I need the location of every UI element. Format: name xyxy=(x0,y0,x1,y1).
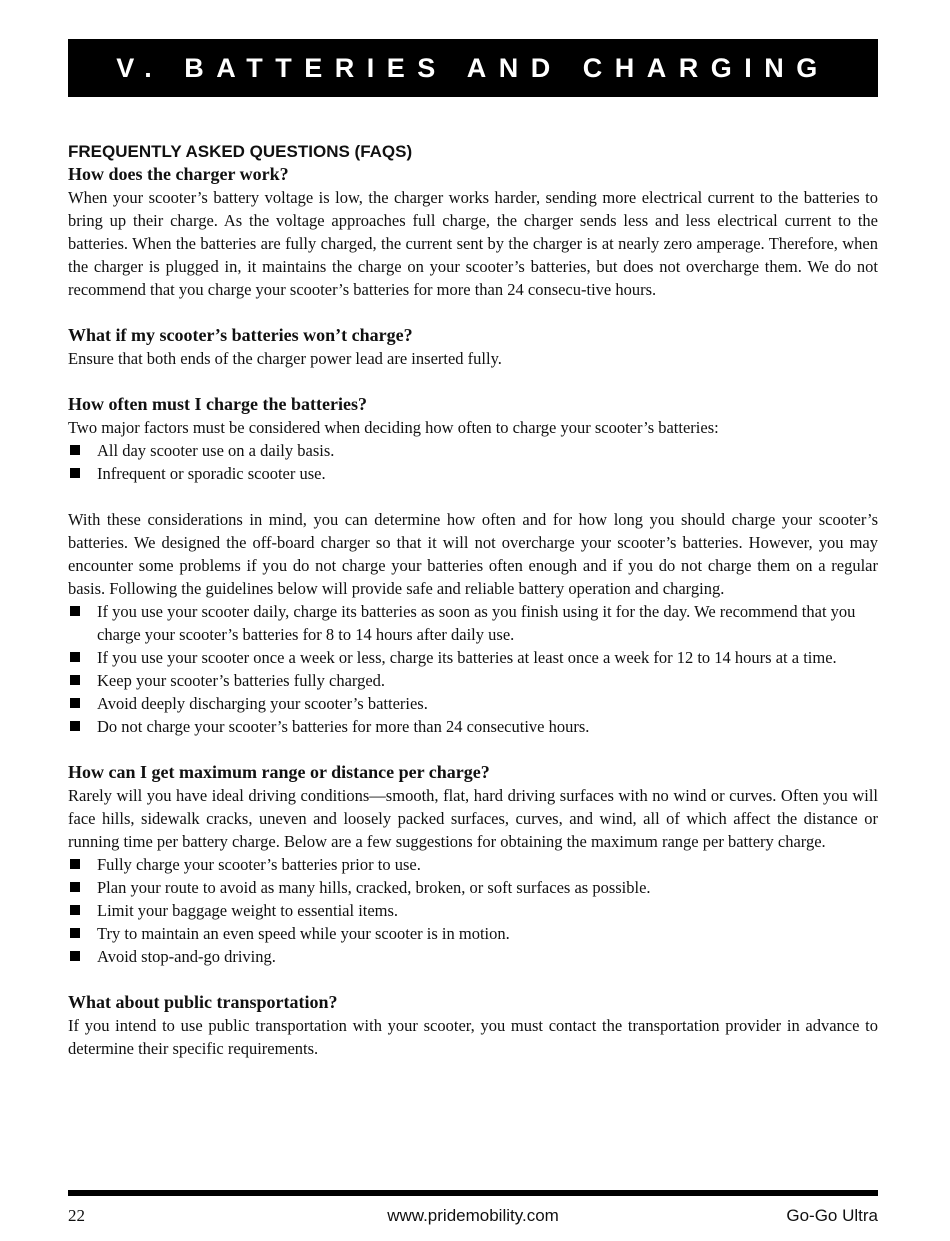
faq-section-public-transport xyxy=(68,991,878,1060)
range-tips-list xyxy=(68,853,878,968)
page-number: 22 xyxy=(68,1206,85,1225)
bullet-square-icon xyxy=(70,859,80,869)
footer-model-name: Go-Go Ultra xyxy=(786,1206,878,1225)
list-item: If you use your scooter once a week or less, charge its batteries at least once a week for 12 to 14 hours at a time. xyxy=(68,646,878,669)
page-footer xyxy=(68,1206,878,1228)
list-item: Limit your baggage weight to essential items. xyxy=(68,899,878,922)
bullet-square-icon xyxy=(70,468,80,478)
bullet-square-icon xyxy=(70,905,80,915)
bullet-square-icon xyxy=(70,882,80,892)
list-item: Avoid stop-and-go driving. xyxy=(68,945,878,968)
faq-answer: When your scooter’s battery voltage is low, the charger works harder, sending more electrical current to the batteries to bring up their charge. As the voltage approaches full charge, the charger sends less and less electrical current to the batteries. When the batteries are fully charged, the current sent by the charger is at nearly zero amperage. Therefore, when the charger is plugged in, it maintains the charge on your scooter’s batteries, but does not overcharge them. We do not recommend that you charge your scooter’s batteries for more than 24 consecu-tive hours. xyxy=(68,188,878,299)
faq-answer: Ensure that both ends of the charger power lead are inserted fully. xyxy=(68,349,502,368)
guideline-list xyxy=(68,600,878,738)
faq-question: How does the charger work? xyxy=(68,164,289,184)
bullet-square-icon xyxy=(70,721,80,731)
faq-answer: If you intend to use public transportation with your scooter, you must contact the transportation provider in advance to determine their specific requirements. xyxy=(68,1016,878,1058)
faq-answer-intro: Two major factors must be considered when deciding how often to charge your scooter’s batteries: xyxy=(68,418,719,437)
faq-section-charger-work xyxy=(68,163,878,301)
list-item: Do not charge your scooter’s batteries for more than 24 consecutive hours. xyxy=(68,715,878,738)
bullet-square-icon xyxy=(70,675,80,685)
list-item: Plan your route to avoid as many hills, cracked, broken, or soft surfaces as possible. xyxy=(68,876,878,899)
list-item: Avoid deeply discharging your scooter’s batteries. xyxy=(68,692,878,715)
bullet-square-icon xyxy=(70,698,80,708)
faq-section-how-often xyxy=(68,393,878,738)
factor-list xyxy=(68,439,878,485)
faq-question: What about public transportation? xyxy=(68,992,338,1012)
list-item: Infrequent or sporadic scooter use. xyxy=(68,462,878,485)
footer-divider xyxy=(68,1190,878,1196)
bullet-square-icon xyxy=(70,951,80,961)
faq-question: What if my scooter’s batteries won’t charge? xyxy=(68,325,413,345)
faq-answer-intro: Rarely will you have ideal driving conditions—smooth, flat, hard driving surfaces with no wind or curves. Often you will face hills, sidewalk cracks, uneven and loosely packed surfaces, curves, and wind, all of which affect the distance or running time per battery charge. Below are a few suggestions for obtaining the maximum range per battery charge. xyxy=(68,786,878,851)
bullet-square-icon xyxy=(70,652,80,662)
faq-heading: FREQUENTLY ASKED QUESTIONS (FAQS) xyxy=(68,142,413,161)
footer-url: www.pridemobility.com xyxy=(387,1206,559,1225)
chapter-title: V. BATTERIES AND CHARGING xyxy=(116,52,830,83)
bullet-square-icon xyxy=(70,445,80,455)
list-item: If you use your scooter daily, charge its batteries as soon as you finish using it for the day. We recommend that you charge your scooter’s batteries for 8 to 14 hours after daily use. xyxy=(68,600,878,646)
faq-question: How often must I charge the batteries? xyxy=(68,394,367,414)
bullet-square-icon xyxy=(70,928,80,938)
bullet-square-icon xyxy=(70,606,80,616)
faq-section-wont-charge xyxy=(68,324,878,370)
faq-section-max-range xyxy=(68,761,878,968)
list-item: Keep your scooter’s batteries fully charged. xyxy=(68,669,878,692)
chapter-banner xyxy=(68,39,878,97)
faq-answer-followup: With these considerations in mind, you can determine how often and for how long you should charge your scooter’s batteries. We designed the off-board charger so that it will not overcharge your scooter’s batteries. However, you may encounter some problems if you do not charge your batteries often enough and if you do not charge them on a regular basis. Following the guidelines below will provide safe and reliable battery operation and charging. xyxy=(68,510,878,598)
list-item: All day scooter use on a daily basis. xyxy=(68,439,878,462)
page-content xyxy=(68,39,878,1060)
list-item: Fully charge your scooter’s batteries prior to use. xyxy=(68,853,878,876)
list-item: Try to maintain an even speed while your scooter is in motion. xyxy=(68,922,878,945)
faq-question: How can I get maximum range or distance per charge? xyxy=(68,762,490,782)
